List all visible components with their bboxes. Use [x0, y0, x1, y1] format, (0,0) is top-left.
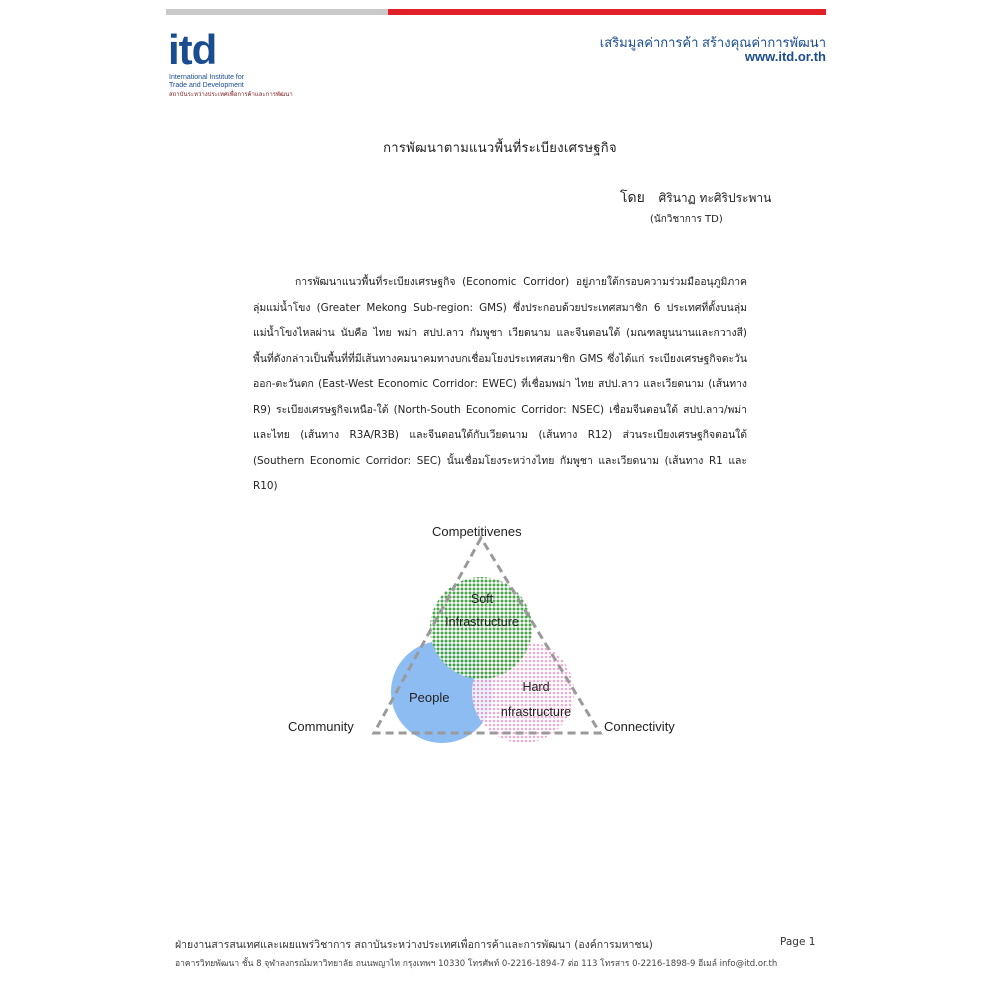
soft-label-line2: Infrastructure — [445, 615, 519, 629]
by-label: โดย — [620, 190, 645, 206]
logo-wordmark: itd — [168, 26, 217, 73]
hard-label-line1: Hard — [522, 680, 550, 694]
footer-department: ฝ่ายงานสารสนเทศและเผยแพร่วิชาการ สถาบันระหว่างประเทศเพื่อการค้าและการพัฒนา (องค์การมหาชน) — [175, 939, 653, 951]
venn-triangle-diagram — [280, 515, 700, 755]
vertex-label-left: Community — [288, 719, 354, 734]
body-paragraph: การพัฒนาแนวพื้นที่ระเบียงเศรษฐกิจ (Economic Corridor) อยู่ภายใต้กรอบความร่วมมืออนุภูมิภาคลุ่มแม่น้ำโขง (Greater Mekong Sub-region: GMS) ซึ่งประกอบด้วยประเทศสมาชิก 6 ประเทศที่ตั้งบนลุ่มแม่น้ำโขงไหลผ่าน นับคือ ไทย พม่า สปป.ลาว กัมพูชา เวียดนาม และจีนตอนใต้ (มณฑลยูนนานและกวางสี) พื้นที่ดังกล่าวเป็นพื้นที่ที่มีเส้นทางคมนาคมทางบกเชื่อมโยงประเทศสมาชิก GMS ซึ่งได้แก่ ระเบียงเศรษฐกิจตะวันออก-ตะวันตก (East-West Economic Corridor: EWEC) ที่เชื่อมพม่า ไทย สปป.ลาว และเวียดนาม (เส้นทาง R9) ระเบียงเศรษฐกิจเหนือ-ใต้ (North-South Economic Corridor: NSEC) เชื่อมจีนตอนใต้ สปป.ลาว/พม่า และไทย (เส้นทาง R3A/R3B) และจีนตอนใต้กับเวียดนาม (เส้นทาง R12) ส่วนระเบียงเศรษฐกิจตอนใต้ (Southern Economic Corridor: SEC) นั้นเชื่อมโยงระหว่างไทย กัมพูชา และเวียดนาม (เส้นทาง R1 และ R10) — [253, 276, 747, 492]
header-bar-red — [388, 9, 826, 15]
logo-caption-line2: Trade and Development — [169, 82, 244, 89]
author-role: (นักวิชาการ TD) — [650, 214, 723, 225]
logo-caption-line1: International Institute for — [169, 74, 245, 81]
document-title: การพัฒนาตามแนวพื้นที่ระเบียงเศรษฐกิจ — [383, 141, 617, 156]
website-link[interactable]: www.itd.or.th — [744, 49, 826, 64]
body-paragraph-block — [253, 270, 747, 500]
footer-address: อาคารวิทยพัฒนา ชั้น 8 จุฬาลงกรณ์มหาวิทยาลัย ถนนพญาไท กรุงเทพฯ 10330 โทรศัพท์ 0-2216-1894-7 ต่อ 113 โทรสาร 0-2216-1898-9 อีเมล์ info@itd.or.th — [175, 959, 778, 969]
vertex-label-right: Connectivity — [604, 719, 675, 734]
vertex-label-top: Competitivenes — [432, 524, 522, 539]
hard-label-line2: nfrastructure — [500, 705, 572, 719]
header-color-bar — [166, 9, 826, 15]
soft-infrastructure-label — [430, 591, 534, 637]
header-tagline — [600, 36, 826, 64]
soft-label-line1: Soft — [470, 592, 494, 606]
itd-logo — [168, 26, 298, 104]
logo-caption-line3: สถาบันระหว่างประเทศเพื่อการค้าและการพัฒนา — [169, 92, 293, 98]
author-line — [620, 187, 771, 209]
header-bar-grey — [166, 9, 388, 15]
footer-page-number: Page 1 — [780, 936, 816, 948]
people-label: People — [409, 690, 450, 705]
tagline-text: เสริมมูลค่าการค้า สร้างคุณค่าการพัฒนา — [599, 35, 826, 50]
author-name: ศิรินาฏ ทะศิริประพาน — [658, 191, 772, 205]
hard-infrastructure-label — [484, 679, 588, 729]
